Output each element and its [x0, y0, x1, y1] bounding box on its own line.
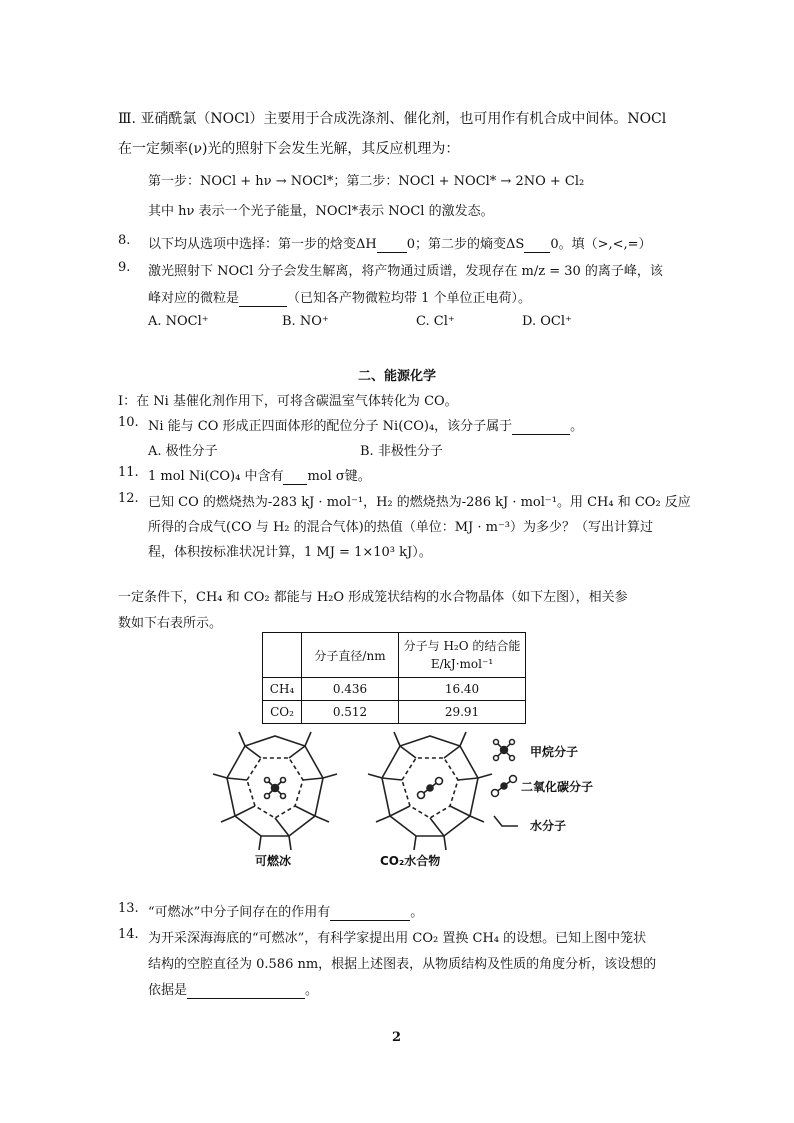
- q9-option-d[interactable]: D. OCl⁺: [522, 314, 572, 329]
- q13-answer-blank[interactable]: [330, 905, 410, 921]
- q13-end: 。: [410, 905, 424, 920]
- hydrate-line2: 数如下右表所示。: [118, 616, 223, 631]
- q8-text-b: 0；第二步的熵变ΔS: [406, 237, 525, 252]
- q9-option-b[interactable]: B. NO⁺: [282, 314, 329, 329]
- q14-line1: 为开采深海海底的“可燃冰”，有科学家提出用 CO₂ 置换 CH₄ 的设想。已知上图中笼状: [148, 931, 647, 946]
- q10-text: Ni 能与 CO 形成正四面体形的配位分子 Ni(CO)₄，该分子属于: [148, 419, 513, 434]
- q9-line2-b: （已知各产物微粒均带 1 个单位正电荷）。: [287, 291, 532, 306]
- q12-number: 12.: [118, 491, 139, 506]
- table-header-cell: 分子与 H₂O 的结合能 E/kJ·mol⁻¹: [399, 633, 526, 678]
- q12-line2: 所得的合成气(CO 与 H₂ 的混合气体)的热值（单位：MJ · m⁻³）为多少？（写出计算过: [148, 520, 654, 535]
- table-cell: CH₄: [263, 678, 302, 701]
- table-cell: 0.436: [302, 678, 399, 701]
- table-row: [263, 678, 526, 701]
- table-header-cell: 分子直径/nm: [302, 633, 399, 678]
- q8-blank-enthalpy[interactable]: [377, 237, 407, 253]
- legend-methane-label: 甲烷分子: [530, 745, 579, 759]
- q9-answer-blank[interactable]: [239, 291, 287, 307]
- q14-answer-blank[interactable]: [187, 983, 305, 999]
- q8-text-c: 0。填（>,<,=）: [550, 237, 652, 252]
- water-legend-icon: [494, 816, 518, 826]
- q11-number: 11.: [118, 465, 139, 480]
- q14-line3: [148, 979, 318, 999]
- q11-question: [148, 465, 371, 485]
- q9-line2-a: 峰对应的微粒是: [148, 291, 240, 306]
- hydrate-line1: 一定条件下，CH₄ 和 CO₂ 都能与 H₂O 形成笼状结构的水合物晶体（如下左图），相关参: [118, 590, 628, 605]
- table-cell: CO₂: [263, 701, 302, 724]
- part2-title: 二、能源化学: [357, 369, 436, 384]
- q10-question: [148, 415, 583, 435]
- reaction-steps: 第一步：NOCl + hν → NOCl*；第二步：NOCl + NOCl* → 2NO + Cl₂: [148, 174, 585, 189]
- q9-line2: [148, 287, 531, 307]
- table-cell: 29.91: [399, 701, 526, 724]
- methane-molecule-icon: [265, 778, 286, 799]
- part2-intro: Ⅰ：在 Ni 基催化剂作用下，可将含碳温室气体转化为 CO。: [118, 394, 458, 409]
- q11-text-b: mol σ键。: [307, 469, 371, 484]
- legend-co2-label: 二氧化碳分子: [521, 780, 594, 794]
- q8-question: [148, 233, 652, 253]
- q9-option-a[interactable]: A. NOCl⁺: [148, 314, 209, 329]
- q12-line1: 已知 CO 的燃烧热为-283 kJ · mol⁻¹，H₂ 的燃烧热为-286 kJ · mol⁻¹。用 CH₄ 和 CO₂ 反应: [148, 495, 691, 510]
- legend-water-label: 水分子: [530, 819, 567, 833]
- q10-option-b[interactable]: B. 非极性分子: [360, 444, 443, 459]
- table-header-cell: [263, 633, 302, 678]
- clathrate-cage-figure: [210, 730, 500, 855]
- q11-text-a: 1 mol Ni(CO)₄ 中含有: [148, 469, 284, 484]
- methane-hydrate-cage: [213, 732, 337, 850]
- page-number: 2: [392, 1030, 402, 1045]
- co2-molecule-icon: [418, 778, 443, 799]
- q8-text-a: 以下均从选项中选择：第一步的焓变ΔH: [148, 237, 377, 252]
- q9-line1: 激光照射下 NOCl 分子会发生解离，将产物通过质谱，发现存在 m/z = 30 的离子峰，该: [148, 264, 663, 279]
- q14-line2: 结构的空腔直径为 0.586 nm，根据上述图表，从物质结构及性质的角度分析，该设想的: [148, 957, 657, 972]
- q10-end: 。: [570, 419, 584, 434]
- q14-line3-b: 。: [305, 983, 319, 998]
- q10-answer-blank[interactable]: [512, 419, 570, 435]
- notation-note: 其中 hν 表示一个光子能量，NOCl*表示 NOCl 的激发态。: [148, 204, 494, 219]
- q12-line3: 程，体积按标准状况计算，1 MJ = 1×10³ kJ）。: [148, 545, 432, 560]
- q10-option-a[interactable]: A. 极性分子: [148, 444, 218, 459]
- q8-blank-entropy[interactable]: [524, 237, 550, 253]
- methane-legend-icon: [494, 740, 515, 761]
- caption-combustible-ice: 可燃冰: [255, 854, 292, 868]
- table-cell: 16.40: [399, 678, 526, 701]
- q13-number: 13.: [118, 901, 139, 916]
- co2-hydrate-cage: [368, 732, 492, 850]
- q10-number: 10.: [118, 415, 139, 430]
- q14-number: 14.: [118, 927, 139, 942]
- caption-co2-hydrate: CO₂水合物: [380, 854, 441, 868]
- table-row: [263, 701, 526, 724]
- table-cell: 0.512: [302, 701, 399, 724]
- section3-intro-line2: 在一定频率(ν)光的照射下会发生光解，其反应机理为：: [118, 141, 460, 157]
- q11-answer-blank[interactable]: [283, 469, 307, 485]
- q13-question: [148, 901, 423, 921]
- section3-intro-line1: Ⅲ. 亚硝酰氯（NOCl）主要用于合成洗涤剂、催化剂，也可用作有机合成中间体。NOCl: [118, 111, 667, 127]
- q13-text: “可燃冰”中分子间存在的作用有: [148, 905, 331, 920]
- co2-legend-icon: [492, 776, 517, 797]
- q14-line3-a: 依据是: [148, 983, 188, 998]
- hydrate-data-table: [262, 632, 526, 724]
- q9-number: 9.: [118, 260, 131, 275]
- q8-number: 8.: [118, 233, 131, 248]
- q9-option-c[interactable]: C. Cl⁺: [416, 314, 455, 329]
- table-header-row: [263, 633, 526, 678]
